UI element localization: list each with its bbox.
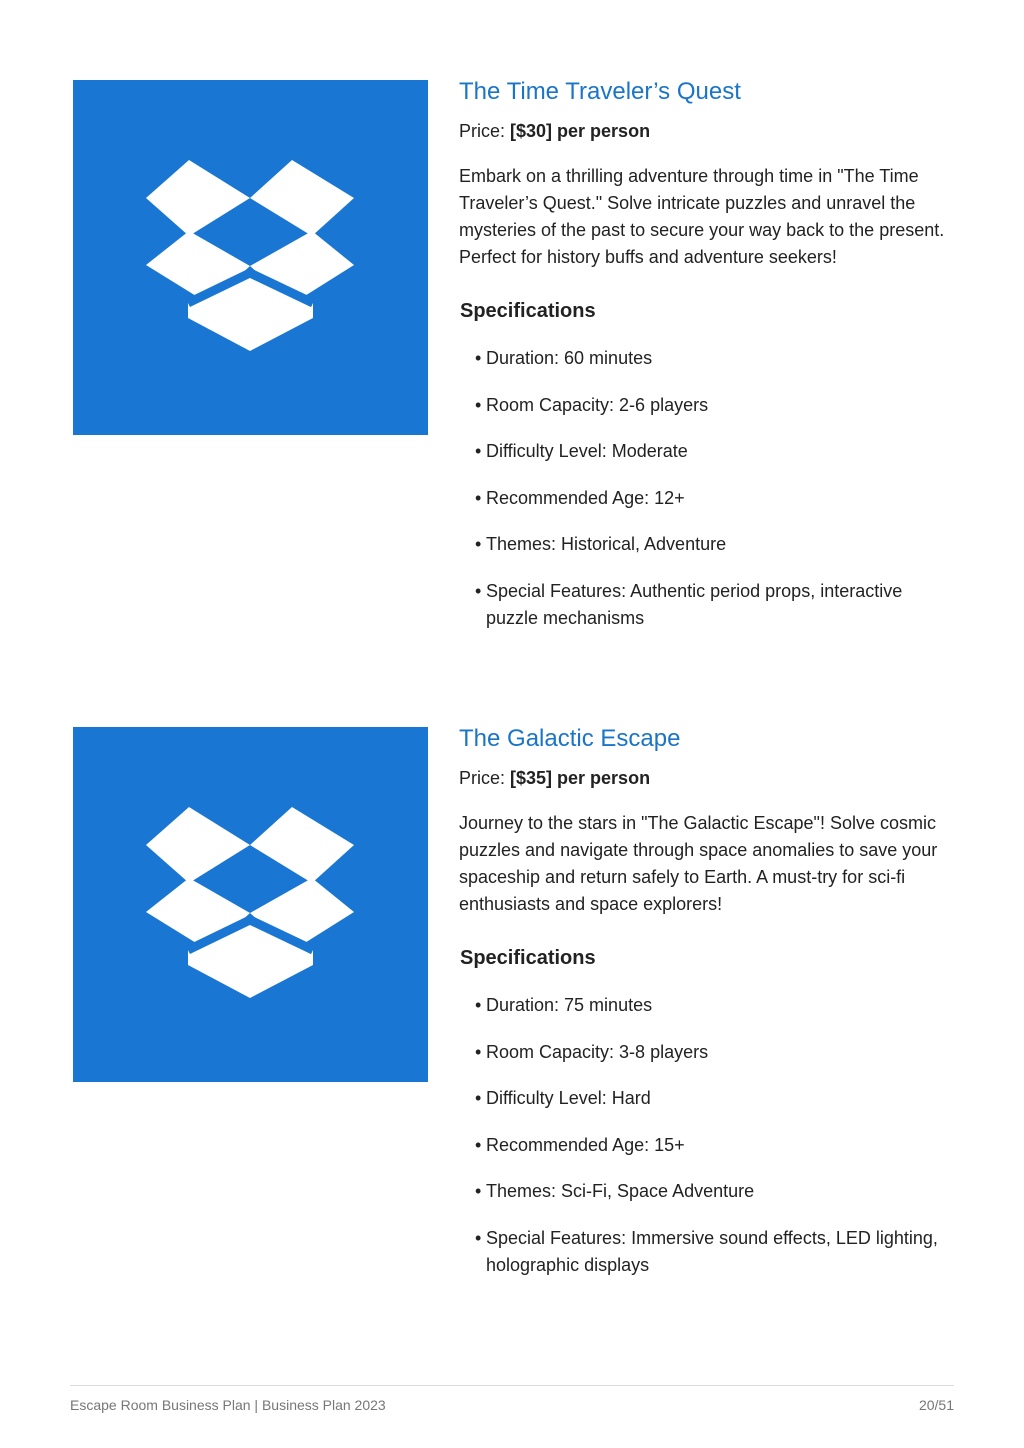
- spec-item: [459, 485, 954, 512]
- specifications-heading: Specifications: [460, 947, 596, 969]
- footer-document-title: Escape Room Business Plan | Business Plan 2023: [70, 1397, 386, 1413]
- bullet: •: [475, 1088, 482, 1108]
- spec-text: Room Capacity: 2-6 players: [486, 394, 709, 415]
- spec-item: [459, 1085, 954, 1112]
- page-footer: [70, 1385, 954, 1413]
- spec-item: [459, 392, 954, 419]
- room-price: [459, 120, 954, 142]
- spec-text: Special Features: Immersive sound effects, LED lighting, holographic displays: [486, 1227, 938, 1275]
- spec-item: [459, 531, 954, 558]
- specifications-list: [459, 992, 954, 1279]
- bullet: •: [475, 995, 482, 1015]
- price-label: Price:: [459, 121, 511, 141]
- bullet: •: [475, 580, 482, 601]
- dropbox-box-icon: [146, 158, 356, 358]
- spec-item: [459, 1225, 954, 1279]
- spec-item: [459, 1132, 954, 1159]
- spec-text: Recommended Age: 12+: [486, 487, 685, 508]
- price-label: Price:: [459, 768, 511, 788]
- spec-text: Recommended Age: 15+: [486, 1134, 685, 1155]
- room-price: [459, 767, 954, 789]
- bullet: •: [475, 348, 482, 368]
- bullet: •: [475, 1041, 482, 1062]
- room-description: Journey to the stars in "The Galactic Escape"! Solve cosmic puzzles and navigate through space anomalies to save your spaceship and return safely to Earth. A must-try for sci-fi enthusiasts and space explorers!: [459, 813, 938, 914]
- spec-text: Difficulty Level: Hard: [486, 1088, 651, 1108]
- price-value: [$30] per person: [510, 121, 651, 141]
- spec-text: Duration: 60 minutes: [486, 348, 653, 368]
- bullet: •: [475, 534, 482, 554]
- spec-text: Themes: Historical, Adventure: [486, 534, 727, 554]
- spec-item: [459, 992, 954, 1019]
- room-image: [73, 80, 428, 435]
- spec-item: [459, 1039, 954, 1066]
- dropbox-box-icon: [146, 805, 356, 1005]
- spec-item: [459, 1178, 954, 1205]
- spec-text: Special Features: Authentic period props, interactive puzzle mechanisms: [486, 580, 903, 628]
- spec-item: [459, 578, 954, 632]
- spec-text: Themes: Sci-Fi, Space Adventure: [486, 1181, 755, 1201]
- spec-text: Duration: 75 minutes: [486, 995, 653, 1015]
- bullet: •: [475, 441, 482, 461]
- bullet: •: [475, 487, 482, 508]
- room-title: The Galactic Escape: [459, 725, 681, 752]
- room-title: The Time Traveler’s Quest: [459, 78, 741, 105]
- room-image: [73, 727, 428, 1082]
- specifications-list: [459, 345, 954, 632]
- price-value: [$35] per person: [510, 768, 651, 788]
- specifications-heading: Specifications: [460, 300, 596, 322]
- page-number: 20/51: [918, 1397, 954, 1413]
- bullet: •: [475, 394, 482, 415]
- spec-item: [459, 438, 954, 465]
- spec-text: Room Capacity: 3-8 players: [486, 1041, 709, 1062]
- room-description: Embark on a thrilling adventure through time in "The Time Traveler’s Quest." Solve intricate puzzles and unravel the mysteries of the past to secure your way back to the present. Perfect for history buffs and adventure seekers!: [459, 166, 945, 267]
- bullet: •: [475, 1181, 482, 1201]
- spec-item: [459, 345, 954, 372]
- bullet: •: [475, 1227, 482, 1248]
- bullet: •: [475, 1134, 482, 1155]
- spec-text: Difficulty Level: Moderate: [486, 441, 688, 461]
